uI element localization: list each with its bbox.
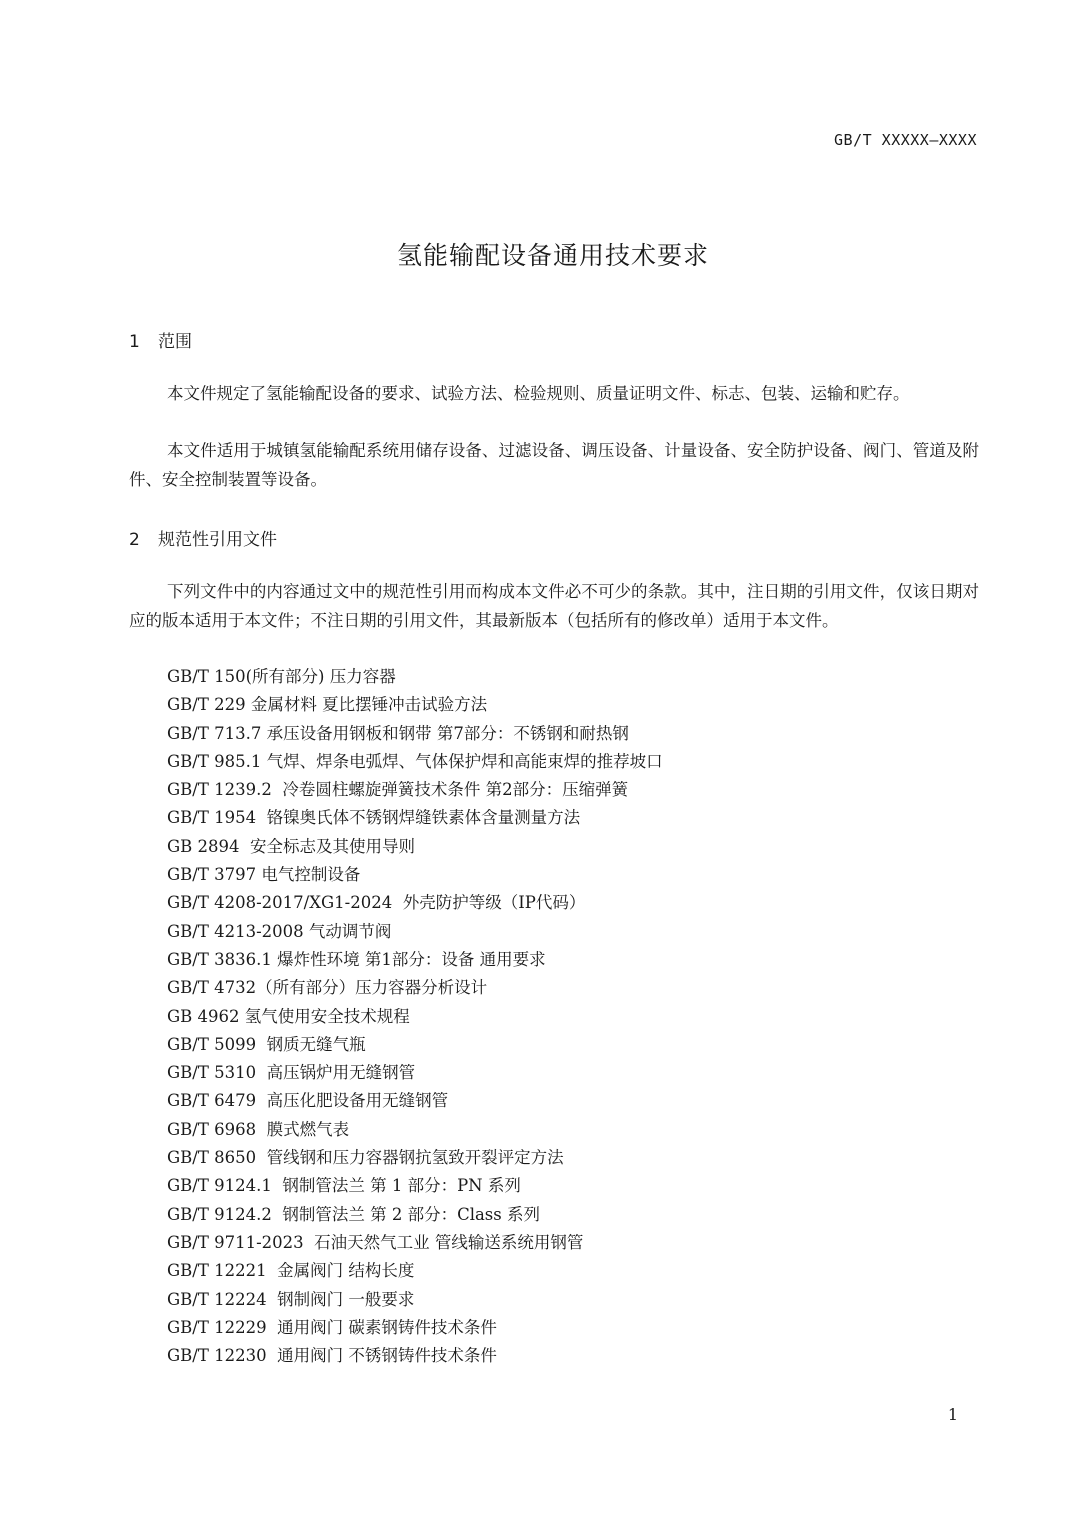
reference-item: GB/T 12221 金属阀门 结构长度 — [167, 1261, 415, 1281]
section-2-heading — [129, 525, 277, 550]
reference-item: GB/T 5310 高压锅炉用无缝钢管 — [167, 1063, 416, 1083]
reference-item: GB 2894 安全标志及其使用导则 — [167, 836, 416, 856]
reference-item: GB/T 4208-2017/XG1-2024 外壳防护等级（IP代码） — [167, 893, 586, 913]
reference-item: GB 4962 氢气使用安全技术规程 — [167, 1006, 410, 1026]
page-number: 1 — [947, 1405, 958, 1424]
references-intro-paragraph: 下列文件中的内容通过文中的规范性引用而构成本文件必不可少的条款。其中，注日期的引用文件，仅该日期对应的版本适用于本文件；不注日期的引用文件，其最新版本（包括所有的修改单）适用于本文件。 — [129, 582, 979, 630]
reference-item: GB/T 985.1 气焊、焊条电弧焊、气体保护焊和高能束焊的推荐坡口 — [167, 751, 663, 771]
scope-paragraph-2: 本文件适用于城镇氢能输配系统用储存设备、过滤设备、调压设备、计量设备、安全防护设备、阀门、管道及附件、安全控制装置等设备。 — [129, 441, 979, 489]
reference-item: GB/T 5099 钢质无缝气瓶 — [167, 1034, 366, 1054]
reference-item: GB/T 6968 膜式燃气表 — [167, 1119, 350, 1139]
reference-item: GB/T 1239.2 冷卷圆柱螺旋弹簧技术条件 第2部分：压缩弹簧 — [167, 780, 629, 800]
reference-item: GB/T 3797 电气控制设备 — [167, 865, 361, 885]
reference-item: GB/T 12224 钢制阀门 一般要求 — [167, 1289, 415, 1309]
reference-item: GB/T 3836.1 爆炸性环境 第1部分：设备 通用要求 — [167, 949, 546, 969]
reference-item: GB/T 150(所有部分) 压力容器 — [167, 667, 396, 686]
reference-item: GB/T 12229 通用阀门 碳素钢铸件技术条件 — [167, 1317, 497, 1337]
reference-item: GB/T 713.7 承压设备用钢板和钢带 第7部分：不锈钢和耐热钢 — [167, 723, 629, 743]
section-number: 2 — [129, 530, 140, 550]
reference-item: GB/T 9124.2 钢制管法兰 第 2 部分：Class 系列 — [167, 1204, 540, 1224]
reference-item: GB/T 4213-2008 气动调节阀 — [167, 921, 392, 941]
reference-item: GB/T 9711-2023 石油天然气工业 管线输送系统用钢管 — [167, 1232, 584, 1252]
document-title: 氢能输配设备通用技术要求 — [396, 241, 709, 270]
section-number: 1 — [129, 332, 140, 352]
reference-item: GB/T 8650 管线钢和压力容器钢抗氢致开裂评定方法 — [167, 1148, 564, 1168]
reference-item: GB/T 12230 通用阀门 不锈钢铸件技术条件 — [167, 1346, 497, 1366]
section-title: 范围 — [158, 332, 192, 352]
reference-item: GB/T 9124.1 钢制管法兰 第 1 部分：PN 系列 — [167, 1176, 521, 1196]
section-title: 规范性引用文件 — [158, 530, 277, 550]
reference-item: GB/T 6479 高压化肥设备用无缝钢管 — [167, 1091, 449, 1111]
reference-item: GB/T 4732（所有部分）压力容器分析设计 — [167, 978, 488, 998]
reference-item: GB/T 1954 铬镍奥氏体不锈钢焊缝铁素体含量测量方法 — [167, 808, 581, 828]
standard-code-header: GB/T XXXXX—XXXX — [834, 131, 977, 149]
section-1-heading — [129, 327, 192, 352]
normative-references-list — [167, 663, 663, 1370]
reference-item: GB/T 229 金属材料 夏比摆锤冲击试验方法 — [167, 695, 488, 715]
scope-paragraph-1: 本文件规定了氢能输配设备的要求、试验方法、检验规则、质量证明文件、标志、包装、运输和贮存。 — [167, 384, 910, 403]
